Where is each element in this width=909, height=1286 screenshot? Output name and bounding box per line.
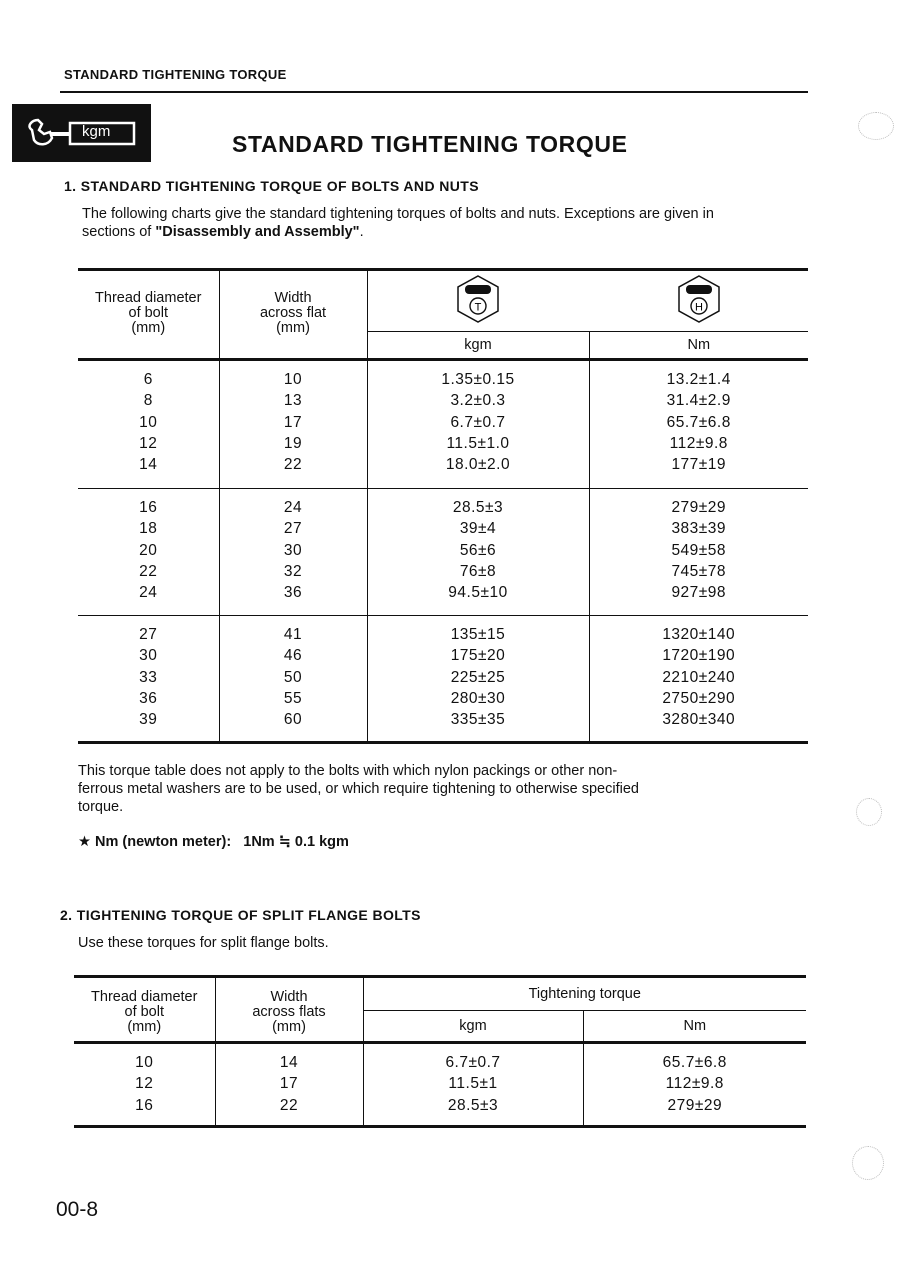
scan-smudge: [852, 1146, 884, 1180]
table-cell-value: 16: [135, 1096, 154, 1114]
table-cell-value: 10: [283, 371, 303, 388]
table-cell-value: 6.7±0.7: [450, 413, 506, 431]
table-cell-value: 22: [279, 1096, 299, 1114]
bolt-head-h-icon: [673, 273, 725, 325]
table-cell-value: 10: [135, 1054, 154, 1071]
table-cell-value: 11.5±1: [448, 1075, 498, 1093]
table-header-row: [74, 977, 806, 1011]
nm-cell: [589, 489, 808, 616]
table-cell-value: 13.2±1.4: [666, 371, 731, 388]
col-tightening-torque: Tightening torque: [363, 977, 806, 1011]
table-cell-value: 280±30: [450, 689, 506, 707]
table-cell-value: 17: [283, 413, 303, 431]
table-cell-value: 39: [139, 711, 158, 729]
intro-prefix: sections of: [82, 224, 156, 240]
table-cell-value: 175±20: [450, 647, 506, 665]
table-cell-value: 19: [283, 434, 303, 452]
table-cell-value: 279±29: [671, 499, 727, 516]
table-cell-value: 20: [139, 541, 158, 559]
col-thread-diameter: Thread diameter of bolt (mm): [95, 290, 202, 336]
thread-cell: [74, 1043, 215, 1127]
table-cell-value: 28.5±3: [452, 499, 504, 516]
table-cell-value: 745±78: [671, 562, 727, 580]
table-cell-value: 39±4: [459, 520, 497, 538]
table-cell-value: 225±25: [450, 668, 506, 686]
table-group-row: [78, 360, 808, 489]
bolt-head-t-icon: [452, 273, 504, 325]
table-cell-value: 3.2±0.3: [450, 392, 506, 410]
table-cell-value: 549±58: [671, 541, 727, 559]
table-cell-value: 55: [283, 689, 303, 707]
intro-line: The following charts give the standard tightening torques of bolts and nuts. Exceptions are given in: [82, 206, 714, 222]
kgm-wrench-icon: [12, 104, 151, 162]
intro-bold: "Disassembly and Assembly": [155, 224, 360, 240]
table-group-row: [78, 489, 808, 616]
table-cell-value: 14: [139, 456, 158, 474]
icon-label: kgm: [82, 123, 111, 140]
scan-smudge: [856, 798, 882, 826]
thread-cell: [78, 489, 219, 616]
col-width-across-flat: Width across flat (mm): [219, 270, 367, 360]
col-kgm: kgm: [363, 1011, 583, 1043]
table-cell-value: 24: [283, 499, 303, 516]
table-cell-value: 13: [283, 392, 303, 410]
svg-text:H: H: [694, 301, 703, 313]
width-cell: [219, 489, 367, 616]
table-cell-value: 112±9.8: [669, 434, 728, 452]
table-group-row: [78, 616, 808, 743]
table-cell-value: 1320±140: [662, 626, 736, 643]
scan-smudge: [858, 112, 894, 140]
kgm-cell: [367, 616, 589, 743]
width-cell: [215, 1043, 363, 1127]
col-nm: Nm: [583, 1011, 806, 1043]
page-title: STANDARD TIGHTENING TORQUE: [232, 131, 628, 157]
table-cell-value: 46: [283, 647, 303, 665]
table-cell-value: 6.7±0.7: [445, 1054, 501, 1071]
table-cell-value: 65.7±6.8: [666, 413, 731, 431]
table-cell-value: 22: [283, 456, 303, 474]
nm-cell: [583, 1043, 806, 1127]
col-kgm: kgm: [367, 332, 589, 360]
table-cell-value: 383±39: [671, 520, 727, 538]
table-cell-value: 8: [143, 392, 153, 410]
kgm-cell: [367, 360, 589, 489]
table-cell-value: 31.4±2.9: [666, 392, 731, 410]
table-cell-value: 28.5±3: [447, 1096, 499, 1114]
table-cell-value: 18.0±2.0: [445, 456, 511, 474]
table-cell-value: 177±19: [671, 456, 727, 474]
bolt-head-t-cell: [367, 270, 589, 332]
table-cell-value: 30: [283, 541, 303, 559]
table-cell-value: 17: [279, 1075, 299, 1093]
intro-suffix: .: [359, 224, 364, 240]
table-cell-value: 2210±240: [662, 668, 736, 686]
nm-cell: [589, 360, 808, 489]
table-cell-value: 279±29: [667, 1096, 723, 1114]
table-cell-value: 56±6: [459, 541, 497, 559]
table-cell-value: 22: [139, 562, 158, 580]
width-cell: [219, 616, 367, 743]
table-cell-value: 10: [139, 413, 158, 431]
table-cell-value: 135±15: [450, 626, 506, 643]
table-cell-value: 16: [139, 499, 158, 516]
table-cell-value: 41: [283, 626, 303, 643]
table-cell-value: 335±35: [450, 711, 506, 729]
table-header-row: [78, 270, 808, 332]
table-cell-value: 30: [139, 647, 158, 665]
table-cell-value: 65.7±6.8: [662, 1054, 727, 1071]
thread-cell: [78, 360, 219, 489]
table-cell-value: 112±9.8: [665, 1075, 724, 1093]
page-number: 00-8: [56, 1198, 99, 1221]
col-nm: Nm: [589, 332, 808, 360]
nm-cell: [589, 616, 808, 743]
table-cell-value: 18: [139, 520, 158, 538]
table-cell-value: 50: [283, 668, 303, 686]
table-cell-value: 12: [139, 434, 158, 452]
section2-intro: Use these torques for split flange bolts.: [78, 935, 329, 951]
table-cell-value: 1720±190: [662, 647, 736, 665]
intro-line: [82, 223, 714, 241]
section1-intro: [82, 205, 714, 241]
table-cell-value: 6: [143, 371, 153, 388]
table-cell-value: 1.35±0.15: [441, 371, 515, 388]
table-note: [78, 762, 639, 816]
table-cell-value: 2750±290: [662, 689, 736, 707]
section2-heading: 2. TIGHTENING TORQUE OF SPLIT FLANGE BOLTS: [60, 907, 421, 923]
col-width-across-flats: Width across flats (mm): [215, 977, 363, 1043]
header-rule: [60, 91, 808, 93]
note-line: ferrous metal washers are to be used, or which require tightening to otherwise specified: [78, 781, 639, 797]
table-cell-value: 94.5±10: [448, 584, 508, 602]
table-cell-value: 14: [279, 1054, 299, 1071]
table-cell-value: 927±98: [671, 584, 727, 602]
kgm-cell: [367, 489, 589, 616]
bolt-head-h-cell: [589, 270, 808, 332]
table-cell-value: 27: [283, 520, 303, 538]
kgm-cell: [363, 1043, 583, 1127]
section1-heading: 1. STANDARD TIGHTENING TORQUE OF BOLTS AND NUTS: [64, 178, 479, 194]
table-cell-value: 60: [283, 711, 303, 729]
table-cell-value: 3280±340: [662, 711, 736, 729]
table-cell-value: 24: [139, 584, 158, 602]
torque-table-bolts-nuts: [78, 268, 808, 744]
table-cell-value: 27: [139, 626, 158, 643]
table-cell-value: 76±8: [459, 562, 497, 580]
table-cell-value: 36: [283, 584, 303, 602]
table-cell-value: 11.5±1.0: [446, 434, 510, 452]
table-group-row: [74, 1043, 806, 1127]
width-cell: [219, 360, 367, 489]
unit-conversion-note: ★ Nm (newton meter): 1Nm ≒ 0.1 kgm: [78, 834, 349, 850]
table-cell-value: 32: [283, 562, 303, 580]
table-cell-value: 33: [139, 668, 158, 686]
col-thread-diameter: Thread diameter of bolt (mm): [91, 989, 198, 1035]
table-cell-value: 36: [139, 689, 158, 707]
note-line: torque.: [78, 799, 124, 815]
running-head: STANDARD TIGHTENING TORQUE: [64, 67, 287, 82]
thread-cell: [78, 616, 219, 743]
torque-table-split-flange: [74, 975, 806, 1128]
svg-text:T: T: [474, 301, 482, 313]
table-cell-value: 12: [135, 1075, 154, 1093]
note-line: This torque table does not apply to the bolts with which nylon packings or other non-: [78, 763, 618, 779]
